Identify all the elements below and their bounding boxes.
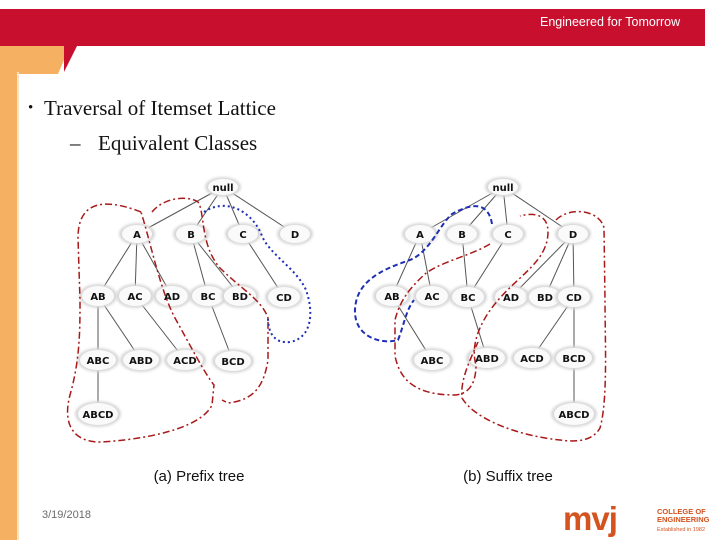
sub-bullet-text: Equivalent Classes: [98, 131, 258, 155]
node-b: [444, 223, 480, 245]
logo-wordmark: mvj: [563, 500, 617, 537]
node-label: AC: [127, 292, 143, 303]
node-label: CD: [566, 293, 582, 304]
node-label: AB: [90, 292, 106, 303]
node-label: null: [212, 183, 234, 194]
node-ab: [79, 284, 117, 308]
node-label: A: [133, 230, 141, 241]
node-label: ABCD: [558, 410, 590, 421]
node-abc: [411, 348, 453, 372]
node-abd: [466, 346, 508, 370]
node-bcd: [212, 349, 254, 373]
node-acd: [164, 348, 206, 372]
node-d: [555, 223, 591, 245]
node-cd: [265, 285, 303, 309]
prefix-tree: [68, 177, 313, 485]
node-label: BCD: [221, 357, 245, 368]
node-label: AD: [502, 293, 520, 304]
node-bcd: [553, 346, 595, 370]
node-abcd: [551, 401, 597, 427]
node-label: BC: [460, 293, 476, 304]
suffix-tree-caption: (b) Suffix tree: [463, 468, 553, 485]
node-label: null: [492, 183, 514, 194]
node-abcd: [75, 401, 121, 427]
header-tagline: Engineered for Tomorrow: [540, 15, 681, 29]
node-label: BCD: [562, 354, 586, 365]
node-label: ABC: [86, 356, 110, 367]
node-label: ACD: [173, 356, 197, 367]
node-label: C: [504, 230, 512, 241]
sub-bullet-dash: –: [70, 131, 81, 155]
node-a: [402, 223, 438, 245]
node-label: D: [290, 230, 300, 241]
node-label: AB: [384, 292, 400, 303]
node-ac: [413, 284, 451, 308]
node-c: [490, 223, 526, 245]
node-label: ABCD: [82, 410, 114, 421]
node-c: [225, 223, 261, 245]
suffix-tree-nodes: [373, 177, 597, 427]
node-cd: [555, 285, 593, 309]
node-ac: [116, 284, 154, 308]
node-label: ABD: [129, 356, 153, 367]
node-null: [485, 177, 521, 197]
node-label: BC: [200, 292, 216, 303]
node-label: CD: [276, 293, 292, 304]
node-bc: [449, 285, 487, 309]
node-label: AC: [424, 292, 440, 303]
node-label: A: [416, 230, 424, 241]
node-ad: [492, 285, 530, 309]
logo-college-line2: ENGINEERING: [657, 515, 710, 524]
node-null: [205, 177, 241, 197]
logo-college-name: [657, 508, 710, 524]
node-abc: [77, 348, 119, 372]
node-label: C: [239, 230, 247, 241]
logo-college-line1: COLLEGE OF: [657, 507, 706, 516]
bullet-dot: •: [28, 100, 34, 116]
prefix-tree-caption: (a) Prefix tree: [153, 468, 245, 485]
node-d: [277, 223, 313, 245]
node-label: B: [187, 230, 195, 241]
node-label: ACD: [520, 354, 544, 365]
node-acd: [511, 346, 553, 370]
prefix-tree-nodes: [75, 177, 313, 427]
bullet-text: Traversal of Itemset Lattice: [44, 96, 276, 120]
node-label: ABC: [420, 356, 444, 367]
node-bd: [221, 284, 259, 308]
node-label: B: [458, 230, 466, 241]
node-abd: [120, 348, 162, 372]
node-label: ABD: [475, 354, 499, 365]
logo-established: Established in 1982: [657, 527, 706, 533]
college-logo: [563, 501, 718, 539]
node-label: D: [568, 230, 578, 241]
node-ad: [153, 284, 191, 308]
node-label: BD: [232, 292, 248, 303]
node-label: AD: [163, 292, 181, 303]
node-label: BD: [537, 293, 553, 304]
slide-date: 3/19/2018: [42, 509, 91, 521]
suffix-tree: [355, 177, 606, 485]
